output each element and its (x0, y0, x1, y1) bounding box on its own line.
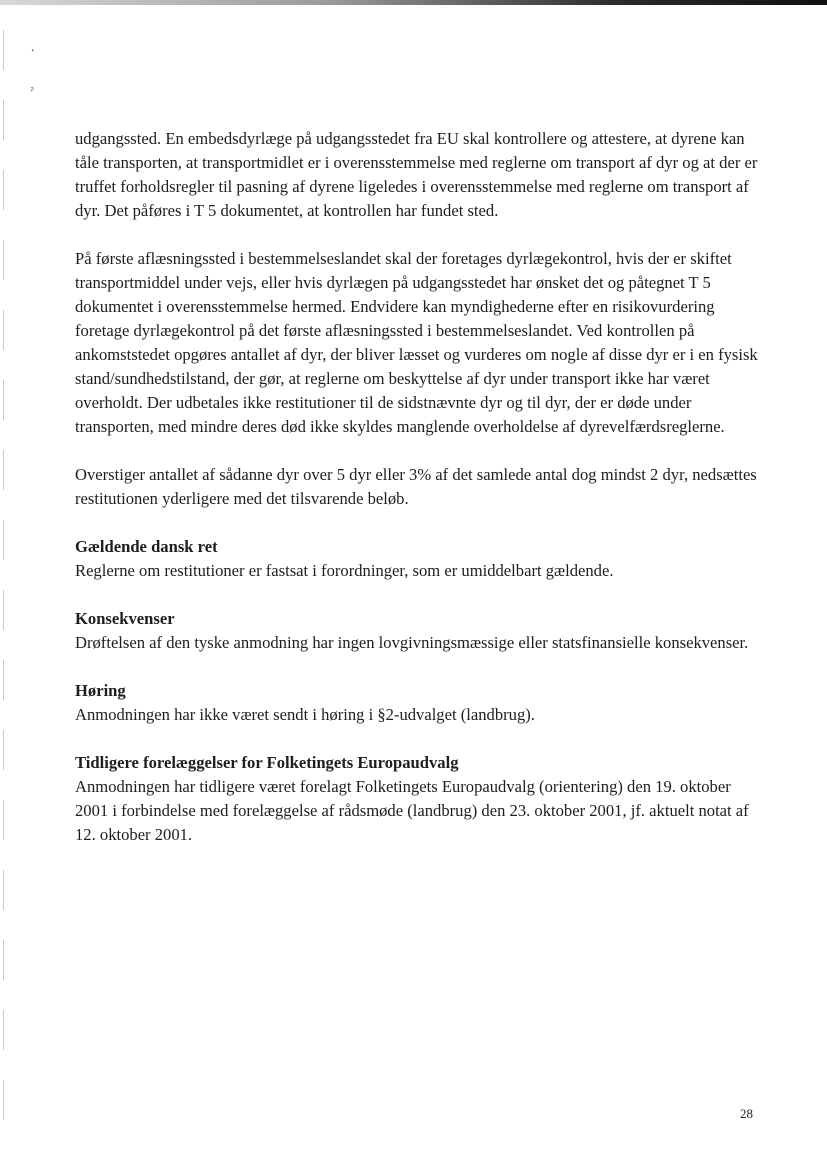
section-body: Anmodningen har tidligere været forelagt Folketingets Europaudvalg (orientering) den 19. oktober 2001 i forbindelse med forelæggelse af rådsmøde (landbrug) den 23. oktober 2001, jf. aktuelt notat af 12. oktober 2001. (75, 777, 749, 844)
paragraph: På første aflæsningssted i bestemmelseslandet skal der foretages dyrlægekontrol, hvis der er skiftet transportmiddel under vejs, eller hvis dyrlægen på udgangsstedet har ønsket det og påtegnet T 5 dokumentet i overensstemmelse hermed. Endvidere kan myndighederne efter en risikovurdering foretage dyrlægekontrol på det første aflæsningssted i bestemmelseslandet. Ved kontrollen på ankomststedet opgøres antallet af dyr, der bliver læsset og vurderes om nogle af disse dyr er i en fysisk stand/sundhedstilstand, der gør, at reglerne om beskyttelse af dyr under transport ikke har været overholdt. Der udbetales ikke restitutioner til de sidstnævnte dyr og til dyr, der er døde under transporten, med mindre deres død ikke skyldes manglende overholdelse af dyrevelfærdsreglerne. (75, 249, 758, 436)
section-body: Reglerne om restitutioner er fastsat i forordninger, som er umiddelbart gældende. (75, 561, 614, 580)
section-heading: Gældende dansk ret (75, 537, 218, 556)
page-number: 28 (740, 1106, 753, 1121)
paragraph: Overstiger antallet af sådanne dyr over 5 dyr eller 3% af det samlede antal dog mindst 2 dyr, nedsættes restitutionen yderligere med det tilsvarende beløb. (75, 465, 757, 508)
scan-top-edge (0, 0, 827, 5)
section-heading: Høring (75, 681, 126, 700)
scan-speck: ˛ (30, 39, 36, 52)
section-heading: Tidligere forelæggelser for Folketingets Europaudvalg (75, 753, 459, 772)
section-body: Drøftelsen af den tyske anmodning har ingen lovgivningsmæssige eller statsfinansielle konsekvenser. (75, 633, 749, 652)
section-gaeldende-dansk-ret (75, 535, 760, 583)
section-hoering (75, 679, 760, 727)
section-konsekvenser (75, 607, 760, 655)
document-body (75, 127, 760, 871)
scan-speck: ˀ (30, 85, 35, 98)
scan-left-edge (3, 30, 4, 1150)
section-heading: Konsekvenser (75, 609, 175, 628)
paragraph: udgangssted. En embedsdyrlæge på udgangsstedet fra EU skal kontrollere og attestere, at dyrene kan tåle transporten, at transportmidlet er i overensstemmelse med reglerne om transport af dyr og at der er truffet forholdsregler til pasning af dyrene ligeledes i overensstemmelse med reglerne om transport af dyr. Det påføres i T 5 dokumentet, at kontrollen har fundet sted. (75, 129, 758, 220)
section-body: Anmodningen har ikke været sendt i høring i §2-udvalget (landbrug). (75, 705, 535, 724)
section-tidligere-forelaeggelser (75, 751, 760, 847)
